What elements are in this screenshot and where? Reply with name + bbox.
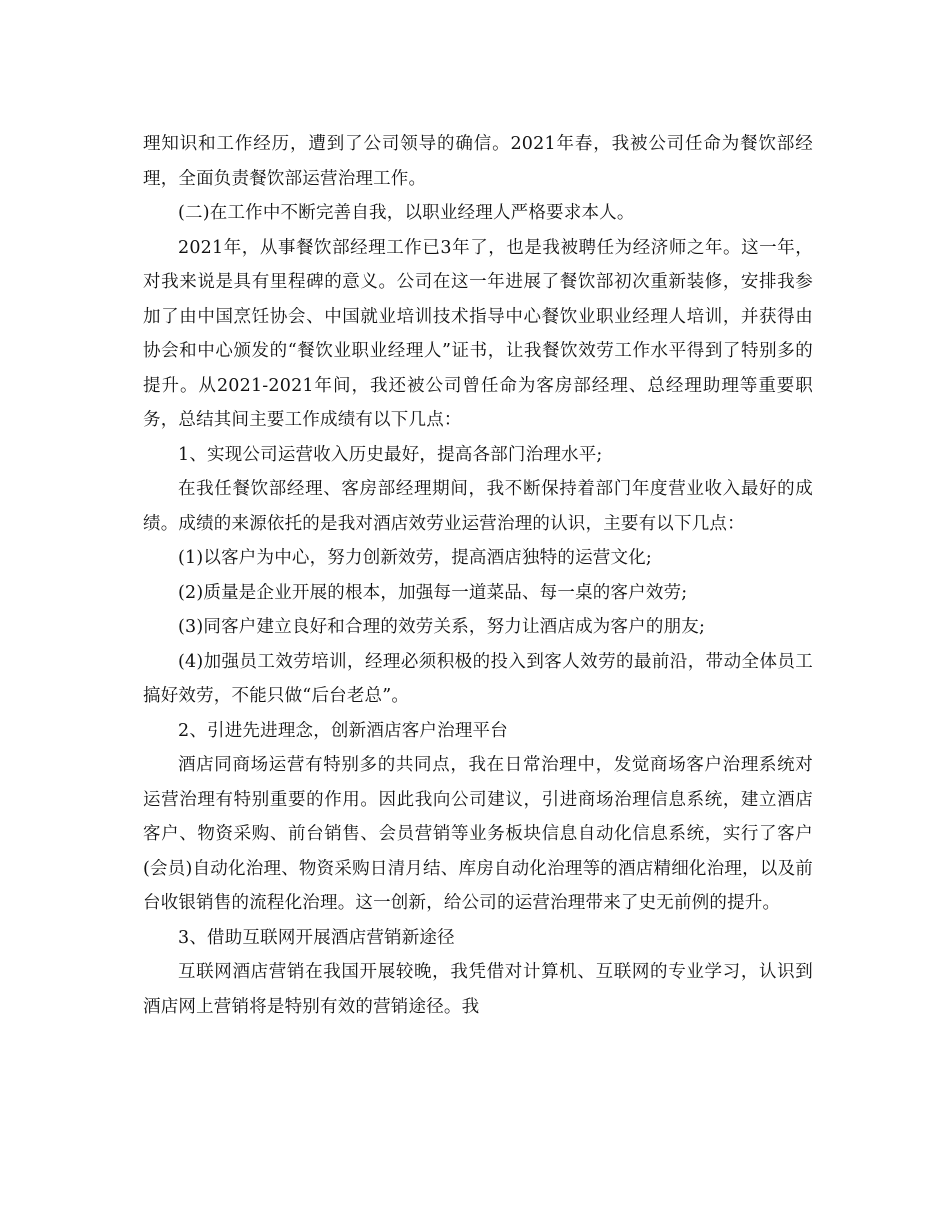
paragraph-item-1-body: 在我任餐饮部经理、客房部经理期间，我不断保持着部门年度营业收入最好的成绩。成绩的来源依托的是我对酒店效劳业运营治理的认识，主要有以下几点： <box>143 479 813 534</box>
paragraph-point-4: (4)加强员工效劳培训，经理必须积极的投入到客人效劳的最前沿，带动全体员工搞好效劳，不能只做“后台老总”。 <box>143 651 813 706</box>
paragraph-point-2: (2)质量是企业开展的根本，加强每一道菜品、每一桌的客户效劳; <box>178 582 688 603</box>
paragraph-item-1-heading: 1、实现公司运营收入历史最好，提高各部门治理水平; <box>178 444 603 465</box>
paragraph-2021-summary: 2021年，从事餐饮部经理工作已3年了，也是我被聘任为经济师之年。这一年，对我来说是具有里程碑的意义。公司在这一年进展了餐饮部初次重新装修，安排我参加了由中国烹饪协会、中国就业培训技术指导中心餐饮业职业经理人培训，并获得由协会和中心颁发的“餐饮业职业经理人”证书，让我餐饮效劳工作水平得到了特别多的提升。从2021-2021年间，我还被公司曾任命为客房部经理、总经理助理等重要职务，总结其间主要工作成绩有以下几点： <box>143 237 813 430</box>
paragraph-item-3-heading: 3、借助互联网开展酒店营销新途径 <box>178 927 455 948</box>
paragraph-section-heading-2: (二)在工作中不断完善自我，以职业经理人严格要求本人。 <box>178 203 635 223</box>
document-body <box>143 127 813 1024</box>
paragraph-point-3: (3)同客户建立良好和合理的效劳关系，努力让酒店成为客户的朋友; <box>178 617 706 637</box>
paragraph-continuation: 理知识和工作经历，遭到了公司领导的确信。2021年春，我被公司任命为餐饮部经理，全面负责餐饮部运营治理工作。 <box>143 134 813 189</box>
paragraph-item-2-heading: 2、引进先进理念，创新酒店客户治理平台 <box>178 720 508 741</box>
paragraph-point-1: (1)以客户为中心，努力创新效劳，提高酒店独特的运营文化; <box>178 548 652 568</box>
paragraph-item-3-body: 互联网酒店营销在我国开展较晚，我凭借对计算机、互联网的专业学习，认识到酒店网上营销将是特别有效的营销途径。我 <box>143 962 813 1017</box>
paragraph-item-2-body: 酒店同商场运营有特别多的共同点，我在日常治理中，发觉商场客户治理系统对运营治理有特别重要的作用。因此我向公司建议，引进商场治理信息系统，建立酒店客户、物资采购、前台销售、会员营销等业务板块信息自动化信息系统，实行了客户(会员)自动化治理、物资采购日清月结、库房自动化治理等的酒店精细化治理，以及前台收银销售的流程化治理。这一创新，给公司的运营治理带来了史无前例的提升。 <box>143 755 813 913</box>
